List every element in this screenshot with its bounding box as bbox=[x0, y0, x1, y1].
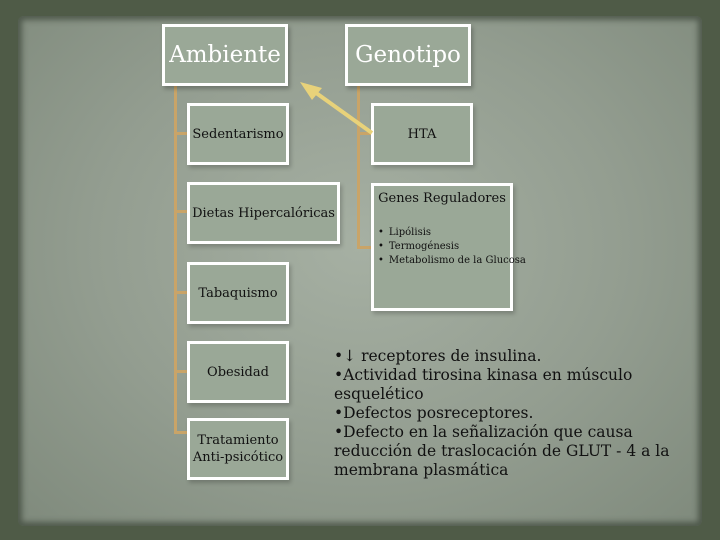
node-label: Dietas Hipercalóricas bbox=[192, 205, 335, 221]
node-genes-reguladores bbox=[371, 183, 526, 311]
node-tratamiento-antipsicotico bbox=[187, 418, 289, 480]
list-item: • Metabolismo de la Glucosa bbox=[378, 254, 526, 268]
header-ambiente-label: Ambiente bbox=[169, 42, 281, 68]
list-item: • Termogénesis bbox=[378, 240, 526, 254]
ambiente-trunk-line bbox=[174, 85, 177, 433]
node-tabaquismo bbox=[187, 262, 289, 324]
ambiente-branch-line bbox=[174, 132, 188, 135]
genotipo-trunk-line bbox=[357, 85, 360, 249]
list-item: • ↓ receptores de insulina. bbox=[334, 347, 704, 366]
ambiente-branch-line bbox=[174, 431, 188, 434]
ambiente-branch-line bbox=[174, 370, 188, 373]
genotipo-branch-line bbox=[357, 132, 371, 135]
header-genotipo bbox=[345, 24, 471, 86]
node-label: Obesidad bbox=[207, 364, 269, 380]
genes-reguladores-list bbox=[378, 226, 526, 268]
node-label: Tabaquismo bbox=[198, 285, 278, 301]
node-obesidad bbox=[187, 341, 289, 403]
node-dietas-hipercaloricas bbox=[187, 182, 340, 244]
ambiente-branch-line bbox=[174, 210, 188, 213]
insulin-resistance-notes bbox=[334, 347, 704, 480]
node-label: Sedentarismo bbox=[192, 126, 284, 142]
genotipo-branch-line bbox=[357, 246, 371, 249]
list-item: • Defectos posreceptores. bbox=[334, 404, 704, 423]
header-ambiente bbox=[162, 24, 288, 86]
list-item: • Actividad tirosina kinasa en músculo esquelético bbox=[334, 366, 704, 404]
ambiente-branch-line bbox=[174, 291, 188, 294]
node-label: Genes Reguladores bbox=[378, 191, 506, 206]
node-label: Tratamiento Anti-psicótico bbox=[192, 433, 284, 465]
node-label: HTA bbox=[407, 126, 437, 142]
header-genotipo-label: Genotipo bbox=[355, 42, 461, 68]
list-item: • Defecto en la señalización que causa reducción de traslocación de GLUT - 4 a la membrana plasmática bbox=[334, 423, 704, 480]
node-hta bbox=[371, 103, 473, 165]
list-item: • Lipólisis bbox=[378, 226, 526, 240]
node-sedentarismo bbox=[187, 103, 289, 165]
